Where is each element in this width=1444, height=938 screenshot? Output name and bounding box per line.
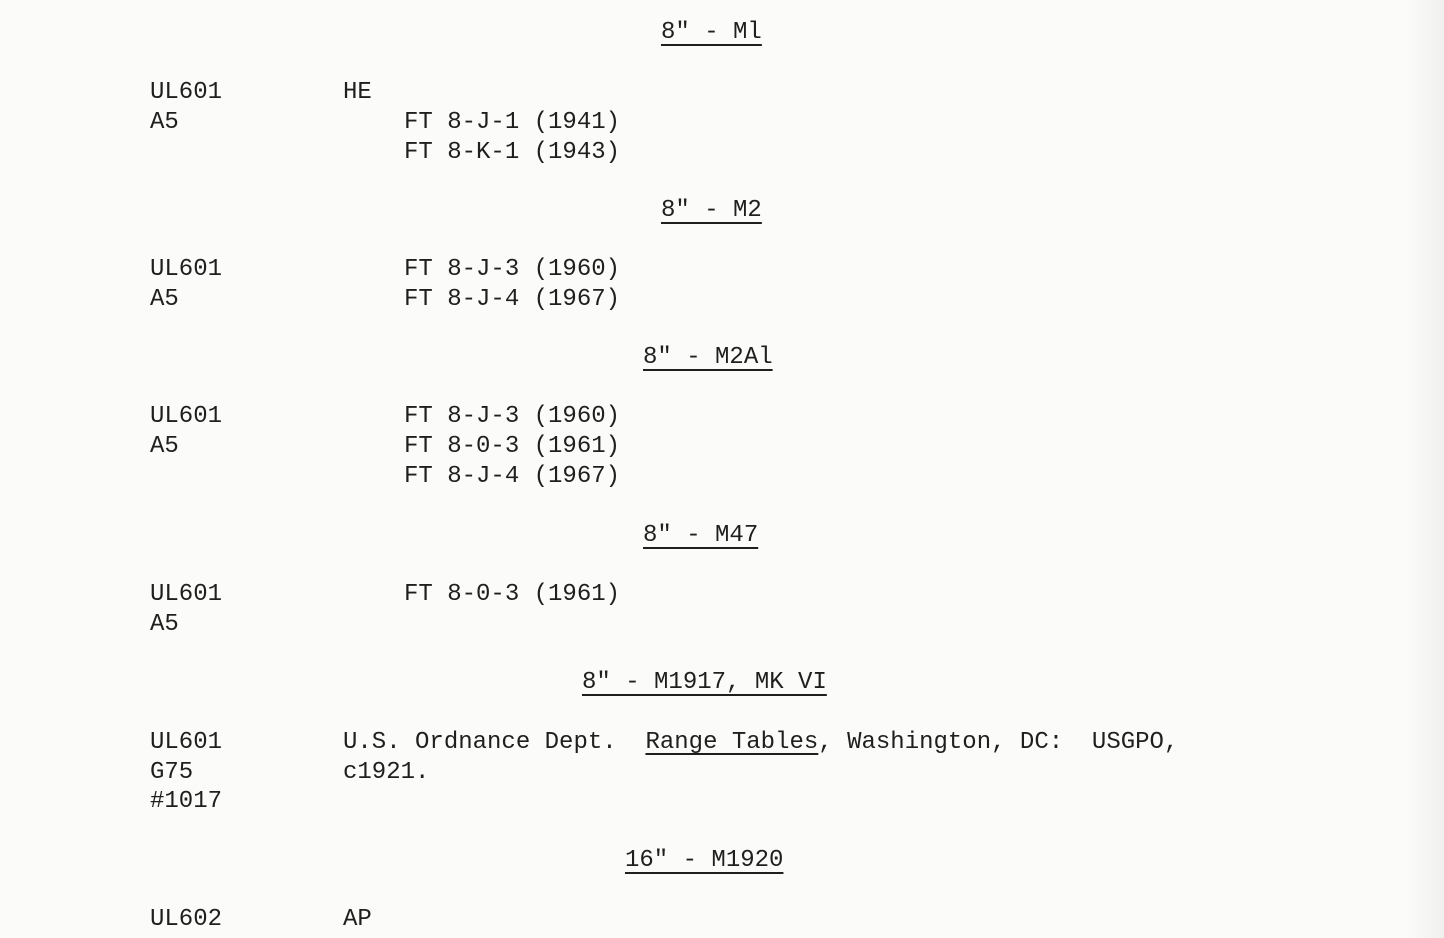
firing-table-entry: FT 8-J-3 (1960) [404, 403, 621, 430]
call-number: UL601 [150, 403, 223, 430]
firing-table-entry: FT 8-J-4 (1967) [404, 463, 621, 490]
firing-table-entry: FT 8-J-3 (1960) [404, 256, 621, 283]
firing-table-entry: FT 8-0-3 (1961) [404, 433, 621, 460]
call-number: G75 [150, 759, 194, 786]
section-heading: 8" - M1917, MK VI [582, 669, 827, 696]
call-number: A5 [150, 611, 179, 638]
citation-title: Range Tables [645, 729, 819, 756]
section-heading: 8" - M2 [661, 197, 762, 224]
firing-table-entry: FT 8-J-4 (1967) [404, 286, 621, 313]
call-number: UL601 [150, 581, 223, 608]
citation-publisher: , Washington, DC: USGPO, [818, 729, 1179, 756]
section-heading: 8" - M2Al [643, 344, 773, 371]
call-number: A5 [150, 286, 179, 313]
call-number: UL601 [150, 79, 223, 106]
section-heading: 16" - M1920 [625, 847, 784, 874]
citation-date: c1921. [343, 759, 430, 786]
citation-author: U.S. Ordnance Dept. [343, 729, 646, 756]
call-number: UL601 [150, 256, 223, 283]
firing-table-entry: FT 8-J-1 (1941) [404, 109, 621, 136]
call-number: UL602 [150, 906, 223, 933]
ammunition-type: AP [343, 906, 372, 933]
section-heading: 8" - M47 [643, 522, 759, 549]
firing-table-entry: FT 8-0-3 (1961) [404, 581, 621, 608]
firing-table-entry: FT 8-K-1 (1943) [404, 139, 621, 166]
call-number: UL601 [150, 729, 223, 756]
call-number: A5 [150, 109, 179, 136]
call-number: #1017 [150, 788, 223, 815]
page-edge-shadow [1408, 0, 1444, 938]
section-heading: 8" - Ml [661, 19, 762, 46]
citation-line [343, 728, 1178, 758]
call-number: A5 [150, 433, 179, 460]
ammunition-type: HE [343, 79, 372, 106]
